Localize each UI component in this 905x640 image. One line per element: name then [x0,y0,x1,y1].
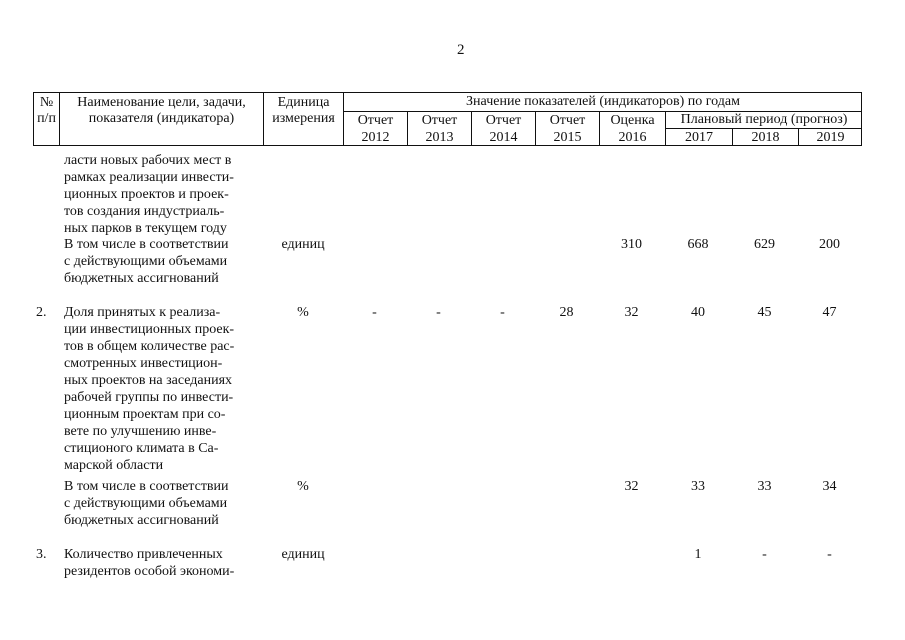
row-3-value-2017: 33 [691,479,705,494]
header-year-type-2012: Отчет [357,112,394,128]
row-1-value-2017: 668 [687,237,709,252]
row-2-value-2015: 28 [559,305,574,320]
row-3-name: В том числе в соответствии с действующими объемами бюджетных ассигнований [64,479,229,528]
row-2-value-2013: - [436,305,441,320]
row-2-value-2012: - [372,305,377,320]
row-3-value-2016: 32 [624,479,639,494]
header-year-2013: 2013 [425,129,454,145]
row-3-unit: % [297,479,309,494]
header-year-2018: 2018 [751,129,780,145]
row-4-unit: единиц [281,547,325,562]
row-1-unit: единиц [281,237,325,252]
row-2-value-2017: 40 [691,305,705,320]
table-header [33,92,862,146]
header-planned-period: Плановый период (прогноз) [680,112,848,127]
row-2-unit: % [297,305,309,320]
header-values: Значение показателей (индикаторов) по годам [466,94,740,109]
header-year-type-2015: Отчет [549,112,586,128]
header-year-type-2016: Оценка [610,112,655,128]
row-4-value-2019: - [827,547,832,562]
row-0-name: ласти новых рабочих мест в рамках реализации инвести- ционных проектов и проек- тов создания индустриаль- ных парков в текущем году [64,153,234,236]
row-3-value-2019: 34 [822,479,837,494]
header-year-2019: 2019 [816,129,845,145]
row-4-value-2018: - [762,547,767,562]
header-year-2015: 2015 [553,129,582,145]
row-2-value-2016: 32 [624,305,639,320]
row-4-num: 3. [36,547,47,562]
row-4-value-2017: 1 [694,547,702,562]
header-year-2016: 2016 [618,129,647,145]
row-2-value-2019: 47 [822,305,837,320]
header-year-2012: 2012 [361,129,390,145]
header-unit: Единица измерения [272,95,335,126]
row-1-value-2016: 310 [621,237,642,252]
row-2-value-2014: - [500,305,505,320]
header-year-type-2014: Отчет [485,112,522,128]
row-1-value-2019: 200 [819,237,840,252]
row-4-name: Количество привлеченных резидентов особой экономи- [64,547,235,579]
header-num: № п/п [37,95,56,126]
row-1-value-2018: 629 [754,237,775,252]
row-2-name: Доля принятых к реализа- ции инвестиционных проек- тов в общем количестве рас- смотренных инвестицион- ных проектов на заседаниях рабочей группы по инвести- ционным проектам при со- вете по улучшению инве- стиционого климата в Са- марской области [64,305,235,473]
header-name: Наименование цели, задачи, показателя (индикатора) [77,95,246,126]
header-year-type-2013: Отчет [421,112,458,128]
page-number: 2 [457,42,465,58]
row-3-value-2018: 33 [757,479,772,494]
row-1-name: В том числе в соответствии с действующими объемами бюджетных ассигнований [64,237,229,286]
row-2-num: 2. [36,305,47,320]
header-year-2014: 2014 [489,129,518,145]
header-year-2017: 2017 [685,129,713,145]
row-2-value-2018: 45 [757,305,772,320]
